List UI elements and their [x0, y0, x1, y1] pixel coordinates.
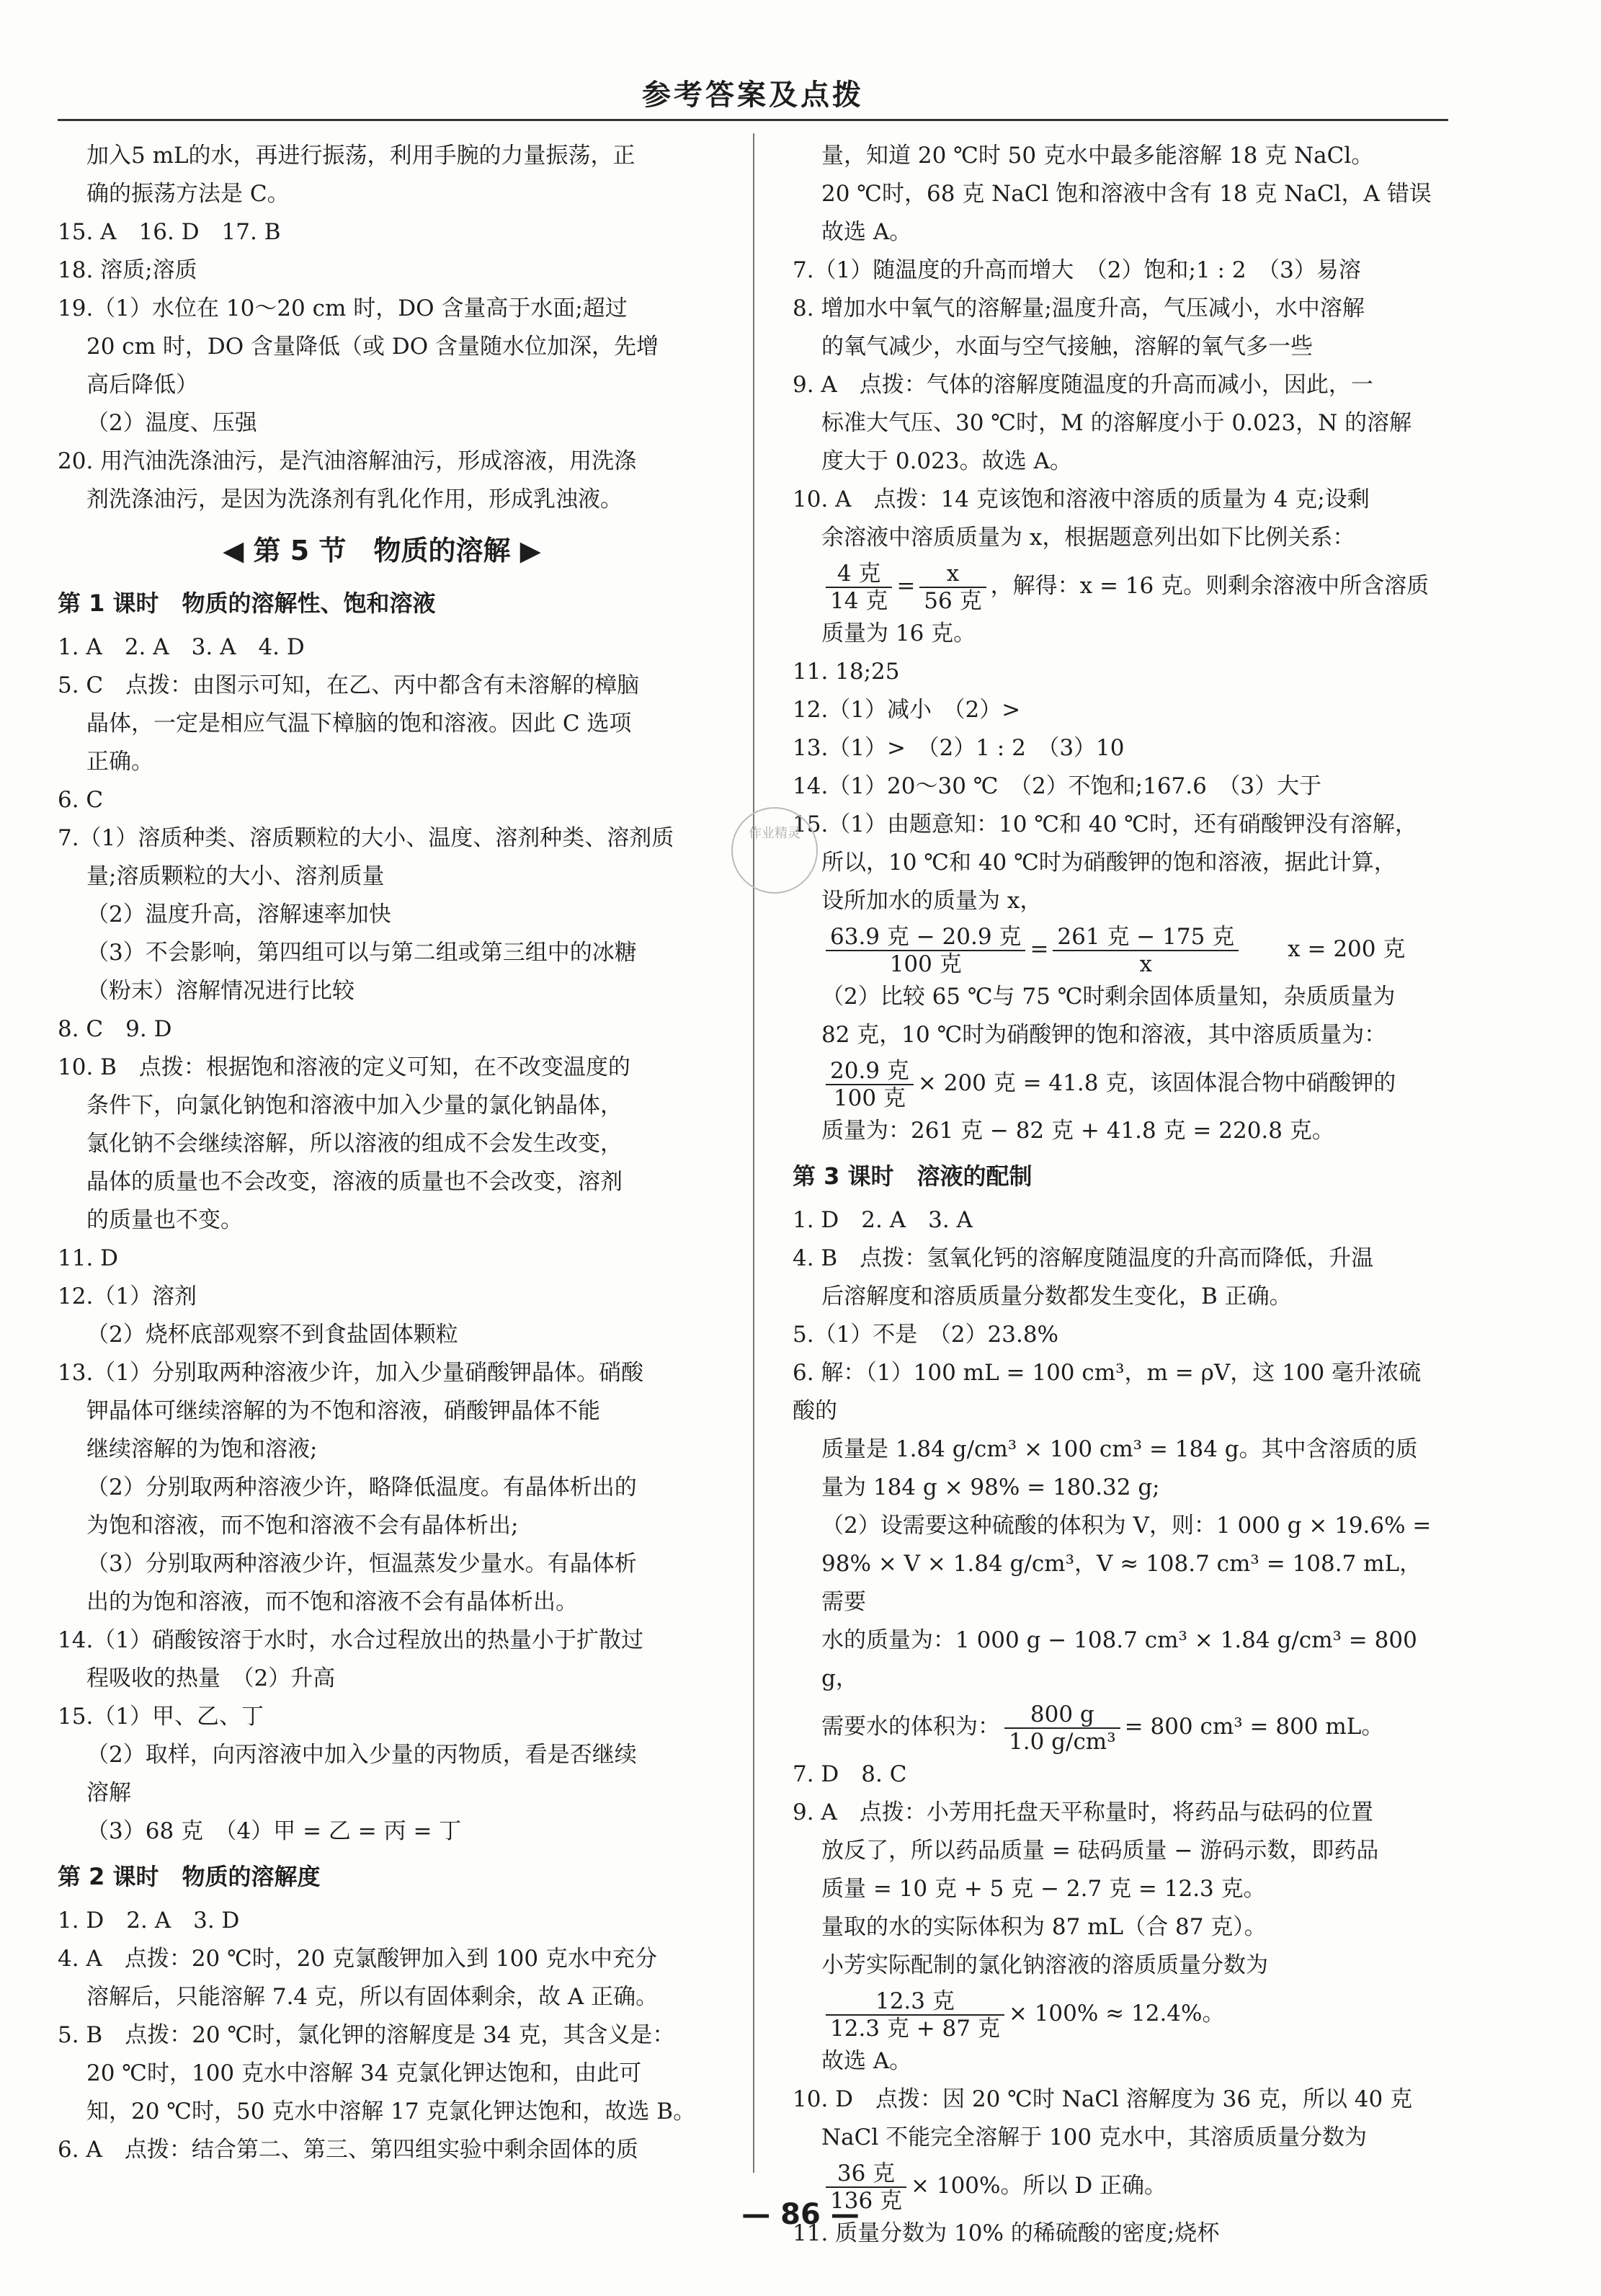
answer-line: 1. D 2. A 3. D [58, 1908, 240, 1934]
answer-line: 12.（1）减小 （2）> [793, 697, 1021, 723]
answer-line: 15.（1）由题意知：10 ℃和 40 ℃时，还有硝酸钾没有溶解， [793, 811, 1417, 837]
answer-line: 小芳实际配制的氯化钠溶液的溶质质量分数为 [821, 1952, 1268, 1978]
answer-line: （3）分别取两种溶液少许，恒温蒸发少量水。有晶体析 [86, 1551, 637, 1577]
page-header [58, 72, 1448, 113]
answer-line: 82 克，10 ℃时为硝酸钾的饱和溶液，其中溶质质量为： [821, 1022, 1387, 1048]
answer-line: 6. A 点拨：结合第二、第三、第四组实验中剩余固体的质 [58, 2137, 638, 2163]
fraction-denominator: 1.0 g/cm³ [1009, 1728, 1116, 1755]
answer-line: 设所加水的质量为 x， [821, 888, 1043, 914]
answer-line: 为饱和溶液，而不饱和溶液不会有晶体析出; [86, 1513, 519, 1539]
fraction [826, 924, 1025, 977]
answer-line: 加入5 mL的水，再进行振荡，利用手腕的力量振荡，正 [86, 143, 636, 169]
equation-line [793, 1985, 1441, 2042]
answer-line: （2）温度升高，溶解速率加快 [86, 902, 391, 927]
answer-line: 5. B 点拨：20 ℃时，氯化钾的溶解度是 34 克，其含义是： [58, 2022, 675, 2048]
equation-text: × 100% ≈ 12.4%。 [1008, 2001, 1225, 2026]
answer-line: 氯化钠不会继续溶解，所以溶液的组成不会发生改变， [86, 1131, 623, 1157]
fraction-denominator: 14 克 [830, 587, 888, 614]
answer-line: （2）设需要这种硫酸的体积为 V，则：1 000 g × 19.6% = [821, 1513, 1432, 1539]
answer-line: 继续溶解的为饱和溶液; [86, 1436, 318, 1462]
page-number: — 86 — [741, 2198, 860, 2231]
fraction-numerator: 20.9 克 [826, 1058, 914, 1085]
lesson-title-1: 第 1 课时 物质的溶解性、饱和溶液 [58, 589, 436, 617]
equation-text: × 100%。所以 D 正确。 [911, 2173, 1167, 2199]
answer-line: 量取的水的实际体积为 87 mL（合 87 克）。 [821, 1914, 1267, 1940]
answer-line: 溶解 [86, 1780, 131, 1806]
answer-line: 量为 184 g × 98% = 180.32 g; [821, 1474, 1160, 1500]
answer-line: 钾晶体可继续溶解的为不饱和溶液，硝酸钾晶体不能 [86, 1398, 600, 1424]
answer-line: （3）不会影响，第四组可以与第二组或第三组中的冰糖 [86, 940, 637, 966]
section-title: ◀ 第 5 节 物质的溶解 ▶ [223, 535, 541, 566]
answer-line: 高后降低） [86, 372, 198, 398]
fraction-numerator: 4 克 [826, 561, 892, 588]
equation-text: = 800 cm³ = 800 mL。 [1124, 1714, 1384, 1740]
answer-line: 9. A 点拨：气体的溶解度随温度的升高而减小，因此，一 [793, 372, 1373, 398]
answer-line: 知，20 ℃时，50 克水中溶解 17 克氯化钾达饱和，故选 B。 [86, 2099, 696, 2124]
answer-line: 18. 溶质;溶质 [58, 257, 197, 283]
equation-text: × 200 克 = 41.8 克，该固体混合物中硝酸钾的 [917, 1070, 1396, 1096]
answer-line: 20. 用汽油洗涤油污，是汽油溶解油污，形成溶液，用洗涤 [58, 448, 637, 474]
answer-line: 量，知道 20 ℃时 50 克水中最多能溶解 18 克 NaCl。 [821, 143, 1374, 169]
answer-line: （3）68 克 （4）甲 = 乙 = 丙 = 丁 [86, 1818, 462, 1844]
answer-line: 9. A 点拨：小芳用托盘天平称量时，将药品与砝码的位置 [793, 1799, 1373, 1825]
equation-line: $\frac{\text{4 克}}{\text{14 克}}$ = $\frac{x}{\text{56 克}}$ ，解得：x = 16 克。则剩余溶液中所含溶质 [793, 557, 1441, 615]
answer-line: 水的质量为：1 000 g − 108.7 cm³ × 1.84 g/cm³ = 800 g， [821, 1627, 1424, 1691]
equation-text: ，解得：x = 16 克。则剩余溶液中所含溶质 [990, 573, 1430, 599]
fraction-denominator: 56 克 [924, 587, 982, 614]
answer-line: 7.（1）溶质种类、溶质颗粒的大小、温度、溶剂种类、溶剂质 [58, 825, 674, 851]
fraction-numerator: x [919, 561, 986, 588]
header-rule [58, 119, 1448, 121]
answer-line: 度大于 0.023。故选 A。 [821, 448, 1072, 474]
answer-line: 13.（1）> （2）1 : 2 （3）10 [793, 735, 1125, 761]
equation-line [793, 1054, 1441, 1112]
lesson-title-3: 第 3 课时 溶液的配制 [793, 1162, 1033, 1190]
answer-line: 余溶液中溶质质量为 x，根据题意列出如下比例关系： [821, 525, 1355, 551]
answer-line: 6. C [58, 787, 104, 813]
answer-line: 4. A 点拨：20 ℃时，20 克氯酸钾加入到 100 克水中充分 [58, 1946, 657, 1972]
answer-line: 质量为 16 克。 [821, 620, 976, 646]
answer-line: 7. D 8. C [793, 1761, 907, 1787]
answer-line: （2）比较 65 ℃与 75 ℃时剩余固体质量知，杂质质量为 [821, 984, 1396, 1010]
answer-line: 故选 A。 [821, 2048, 912, 2074]
equation-line [793, 1698, 1441, 1756]
answer-line: （2）温度、压强 [86, 410, 257, 436]
answer-line: 5. C 点拨：由图示可知，在乙、丙中都含有未溶解的樟脑 [58, 672, 640, 698]
answer-line: 溶解后，只能溶解 7.4 克，所以有固体剩余，故 A 正确。 [86, 1984, 659, 2010]
fraction-denominator: 136 克 [830, 2187, 903, 2214]
answer-line: NaCl 不能完全溶解于 100 克水中，其溶质质量分数为 [821, 2124, 1367, 2150]
header-title: 参考答案及点拨 [642, 79, 864, 112]
fraction-denominator: 12.3 克 + 87 克 [830, 2015, 1000, 2042]
answer-line: 的氧气减少，水面与空气接触，溶解的氧气多一些 [821, 334, 1313, 360]
fraction-numerator: 36 克 [826, 2161, 906, 2188]
answer-line: 确的振荡方法是 C。 [86, 181, 290, 207]
answer-line: 量;溶质颗粒的大小、溶剂质量 [86, 863, 385, 889]
answer-line: 10. A 点拨：14 克该饱和溶液中溶质的质量为 4 克;设剩 [793, 486, 1370, 512]
answer-line: 8. C 9. D [58, 1016, 172, 1042]
answer-line: 20 cm 时，DO 含量降低（或 DO 含量随水位加深，先增 [86, 334, 659, 360]
equation-text: 需要水的体积为： [821, 1714, 1000, 1740]
answer-line: 5.（1）不是 （2）23.8% [793, 1322, 1059, 1348]
fraction-denominator: x [1139, 951, 1153, 977]
answer-line: 1. A 2. A 3. A 4. D [58, 634, 305, 660]
fraction-denominator: 100 克 [889, 951, 962, 977]
equation-line: $\frac{\text{63.9 克 − 20.9 克}}{\text{100 克}}$ = $\frac{\text{261 克 − 175 克}}{x}$ x = 200 克 [793, 920, 1441, 978]
answer-line: 1. D 2. A 3. A [793, 1207, 973, 1233]
right-column [793, 137, 1441, 2253]
fraction-numerator: 800 g [1004, 1701, 1120, 1729]
answer-line: （粉末）溶解情况进行比较 [86, 978, 354, 1004]
answer-line: 条件下，向氯化钠饱和溶液中加入少量的氯化钠晶体， [86, 1093, 623, 1118]
answer-line: 11. D [58, 1245, 119, 1271]
answer-line: 标准大气压、30 ℃时，M 的溶解度小于 0.023，N 的溶解 [821, 410, 1412, 436]
answer-line: （2）取样，向丙溶液中加入少量的丙物质，看是否继续 [86, 1742, 637, 1768]
answer-line: 质量为：261 克 − 82 克 + 41.8 克 = 220.8 克。 [821, 1118, 1334, 1144]
answer-line: 故选 A。 [821, 219, 912, 245]
answer-line: 所以，10 ℃和 40 ℃时为硝酸钾的饱和溶液，据此计算， [821, 850, 1396, 876]
answer-line: 11. 质量分数为 10% 的稀硫酸的密度;烧杯 [793, 2220, 1220, 2246]
answer-line: 正确。 [86, 749, 153, 775]
answer-line: 10. B 点拨：根据饱和溶液的定义可知，在不改变温度的 [58, 1054, 630, 1080]
fraction [826, 1058, 914, 1111]
answer-line: 晶体，一定是相应气温下樟脑的饱和溶液。因此 C 选项 [86, 711, 632, 737]
answer-line: 19.（1）水位在 10～20 cm 时，DO 含量高于水面;超过 [58, 295, 628, 321]
answer-line: 13.（1）分别取两种溶液少许，加入少量硝酸钾晶体。硝酸 [58, 1360, 644, 1386]
answer-line: （2）分别取两种溶液少许，略降低温度。有晶体析出的 [86, 1474, 637, 1500]
equation-text: x = 200 克 [1288, 936, 1406, 962]
answer-line: 8. 增加水中氧气的溶解量;温度升高，气压减小，水中溶解 [793, 295, 1365, 321]
answer-line: 12.（1）溶剂 [58, 1283, 197, 1309]
answer-line: 后溶解度和溶质质量分数都发生变化，B 正确。 [821, 1283, 1292, 1309]
answer-line: 的质量也不变。 [86, 1207, 243, 1233]
fraction-numerator: 12.3 克 [826, 1988, 1004, 2016]
lesson-title-2: 第 2 课时 物质的溶解度 [58, 1863, 321, 1890]
fraction [826, 1988, 1004, 2042]
answer-line: 放反了，所以药品质量 = 砝码质量 − 游码示数，即药品 [821, 1838, 1379, 1864]
answer-line: 14.（1）硝酸铵溶于水时，水合过程放出的热量小于扩散过 [58, 1627, 644, 1653]
left-column [58, 137, 706, 2169]
answer-line: 15.（1）甲、乙、丁 [58, 1704, 264, 1730]
fraction-denominator: 100 克 [833, 1085, 906, 1111]
answer-line: 质量是 1.84 g/cm³ × 100 cm³ = 184 g。其中含溶质的质 [821, 1436, 1418, 1462]
answer-line: 程吸收的热量 （2）升高 [86, 1665, 336, 1691]
answer-line: 98% × V × 1.84 g/cm³，V ≈ 108.7 cm³ = 108.7 mL，需要 [821, 1551, 1422, 1615]
answer-line: 14.（1）20～30 ℃ （2）不饱和;167.6 （3）大于 [793, 773, 1322, 799]
answer-line: （2）烧杯底部观察不到食盐固体颗粒 [86, 1322, 458, 1348]
answer-line: 10. D 点拨：因 20 ℃时 NaCl 溶解度为 36 克，所以 40 克 [793, 2086, 1413, 2112]
answer-line: 7.（1）随温度的升高而增大 （2）饱和;1 : 2 （3）易溶 [793, 257, 1361, 283]
watermark-stamp: 作业精灵 [731, 807, 818, 894]
answer-line: 20 ℃时，68 克 NaCl 饱和溶液中含有 18 克 NaCl，A 错误 [821, 181, 1432, 207]
column-divider [753, 133, 754, 2173]
fraction [826, 561, 892, 614]
answer-line: 出的为饱和溶液，而不饱和溶液不会有晶体析出。 [86, 1589, 578, 1615]
fraction [1053, 924, 1239, 977]
answer-line: 15. A 16. D 17. B [58, 219, 281, 245]
answer-line: 6. 解：（1）100 mL = 100 cm³，m = ρV，这 100 毫升浓硫酸的 [793, 1360, 1422, 1424]
answer-line: 晶体的质量也不会改变，溶液的质量也不会改变，溶剂 [86, 1169, 623, 1195]
fraction [919, 561, 986, 614]
answer-line: 20 ℃时，100 克水中溶解 34 克氯化钾达饱和，由此可 [86, 2060, 642, 2086]
fraction-numerator: 63.9 克 − 20.9 克 [826, 924, 1025, 951]
answer-line: 4. B 点拨：氢氧化钙的溶解度随温度的升高而降低，升温 [793, 1245, 1374, 1271]
answer-line: 11. 18;25 [793, 659, 900, 685]
fraction [1004, 1701, 1120, 1755]
answer-line: 质量 = 10 克 + 5 克 − 2.7 克 = 12.3 克。 [821, 1876, 1266, 1902]
fraction-numerator: 261 克 − 175 克 [1053, 924, 1239, 951]
answer-line: 剂洗涤油污，是因为洗涤剂有乳化作用，形成乳浊液。 [86, 486, 623, 512]
